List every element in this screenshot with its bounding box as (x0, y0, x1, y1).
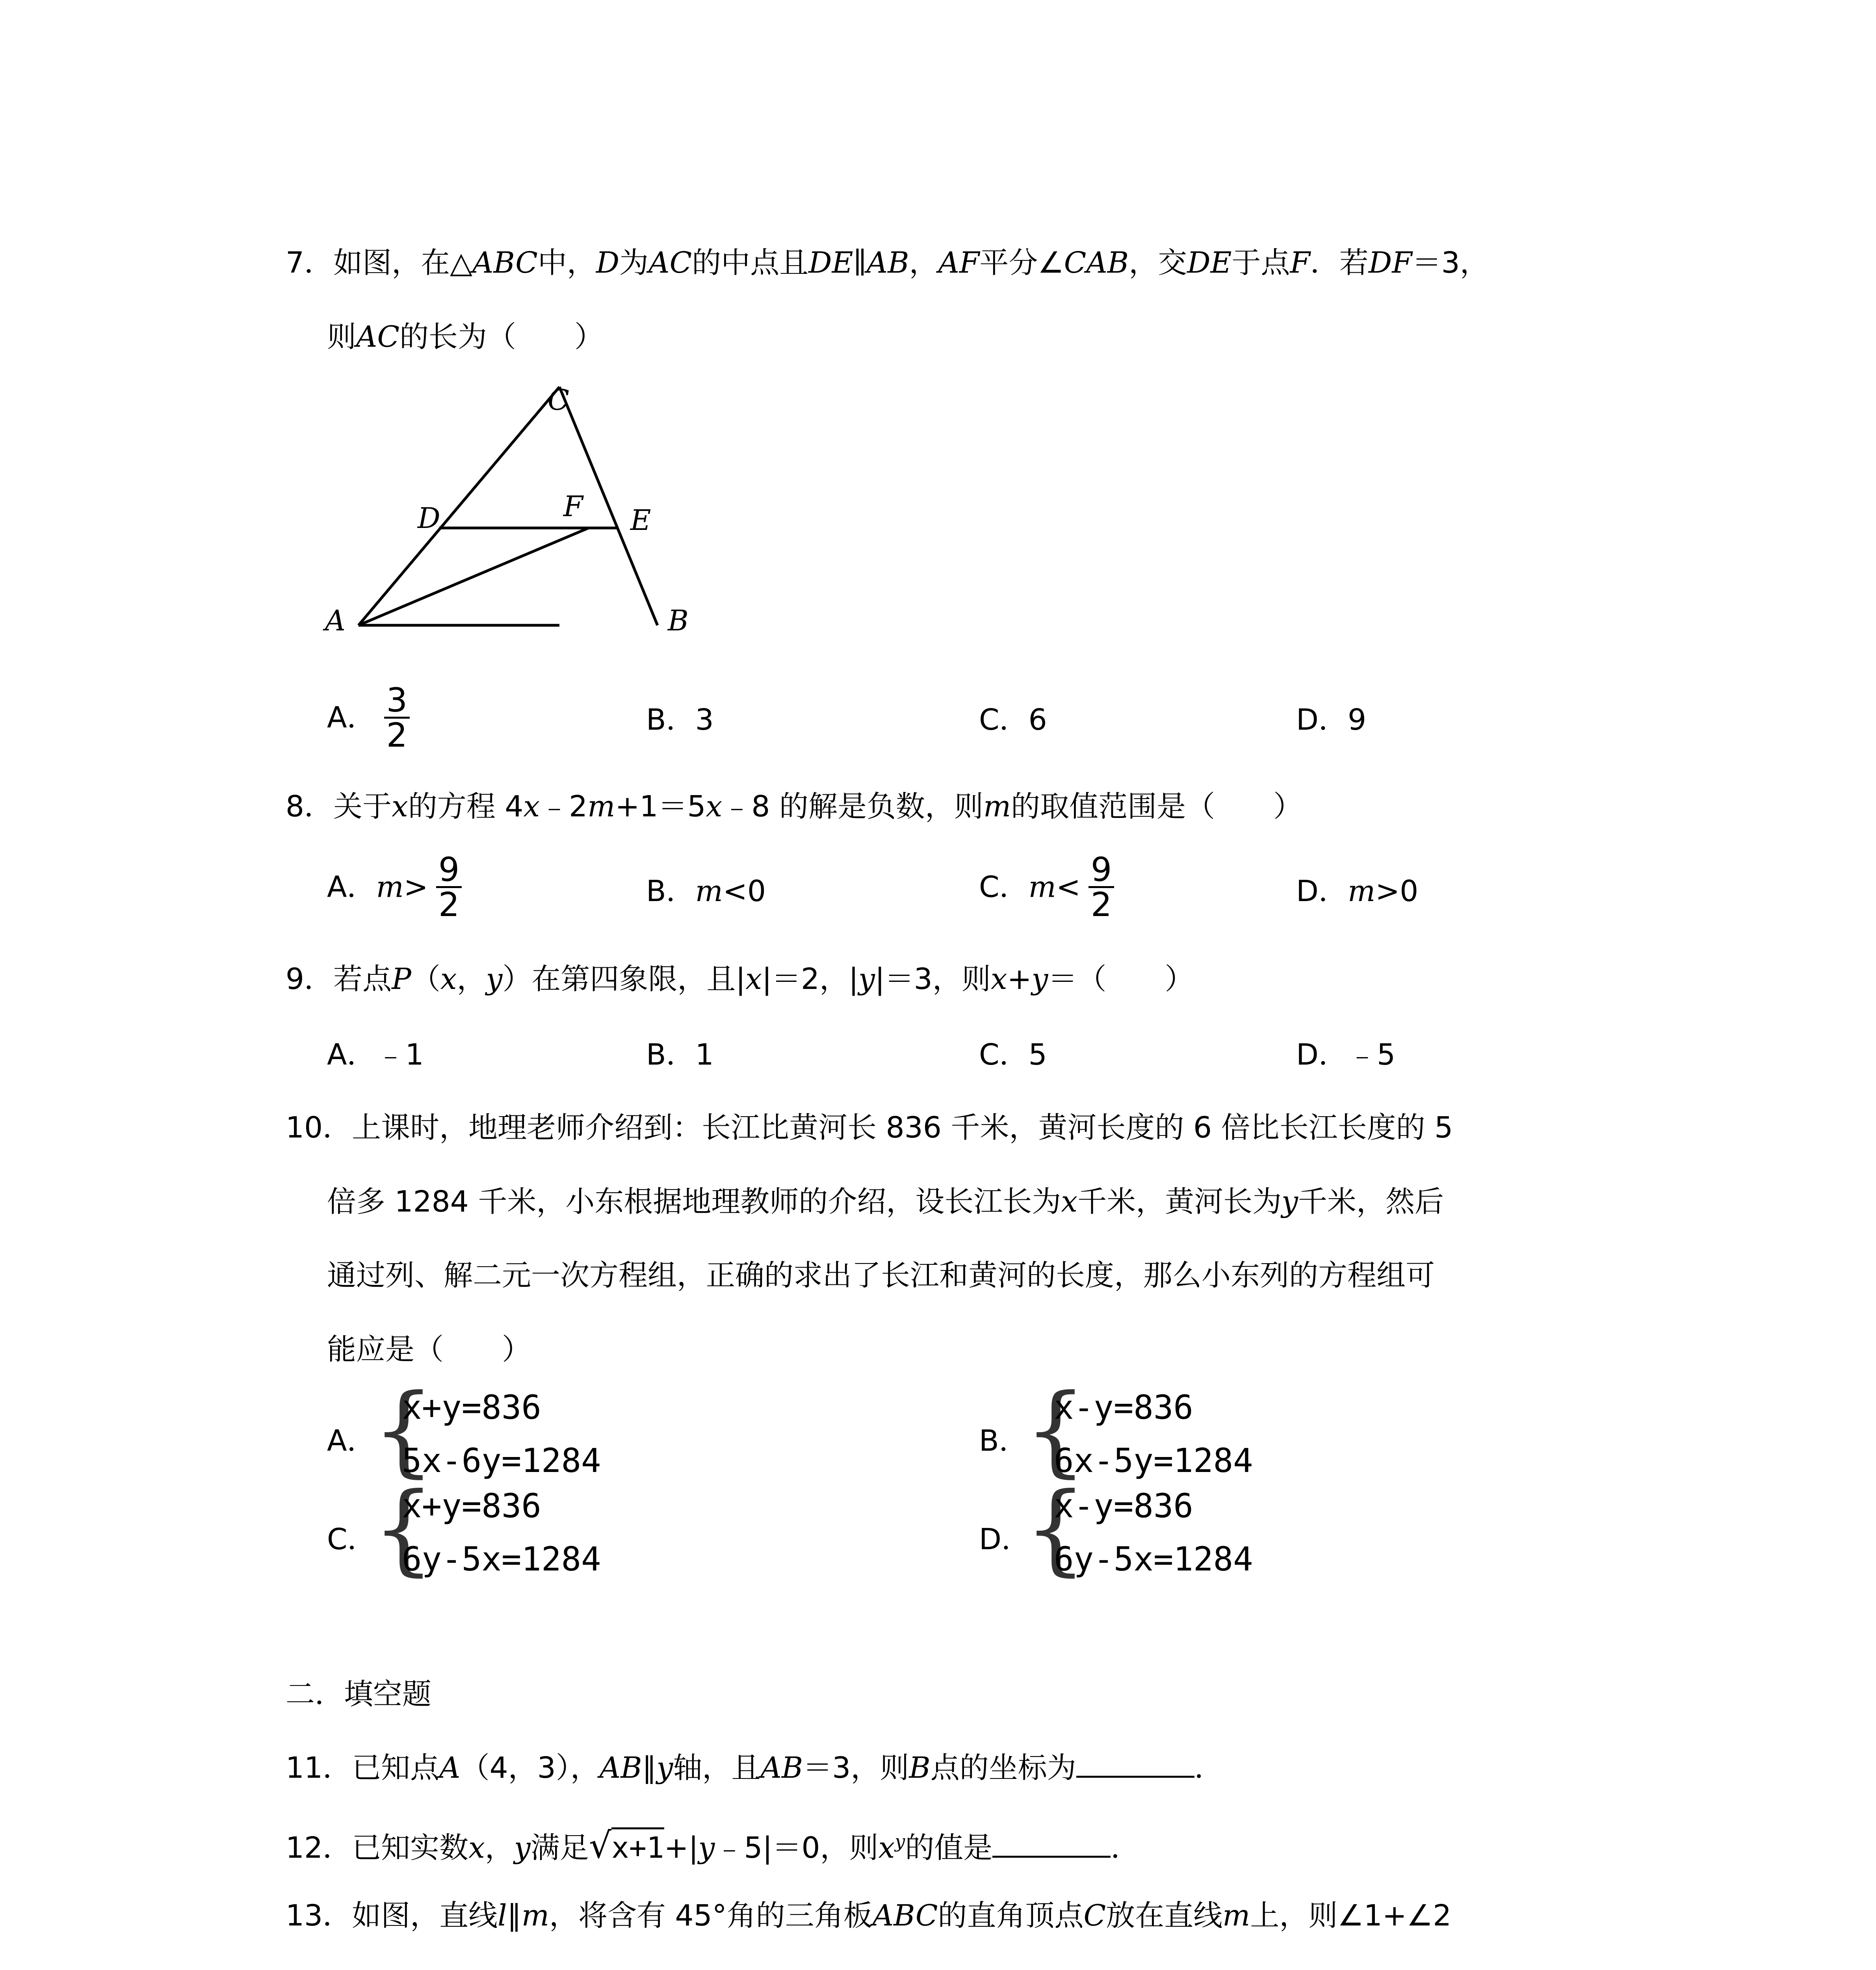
equation-1: x+y=836 (402, 1388, 542, 1427)
brace-icon: { (1024, 1471, 1087, 1586)
q8-stem (286, 792, 1302, 821)
label-a: A (325, 604, 345, 637)
option-var: m (1347, 874, 1376, 908)
q11-stem (286, 1751, 1224, 1785)
q11-text: ． (1194, 1751, 1224, 1785)
option-label: B． (646, 874, 695, 908)
q12-var: x (878, 1831, 895, 1865)
option-var: m (376, 870, 404, 904)
q11-text: 11．已知点 (286, 1751, 440, 1785)
equation-2: 6x-5y=1284 (1054, 1441, 1253, 1480)
option-var: m (695, 874, 723, 908)
q8-text: 的方程 4 (408, 790, 524, 823)
numerator: 3 (384, 684, 410, 719)
q8-var: x (523, 790, 540, 823)
q13-text: 13．如图，直线 (286, 1899, 498, 1933)
q10-text: 倍多 1284 千米，小东根据地理教师的介绍，设长江长为 (327, 1185, 1061, 1219)
q7-text: ．若 (1310, 246, 1369, 280)
brace-icon: { (372, 1373, 435, 1487)
q13-text: 放在直线 (1106, 1899, 1223, 1933)
q9-text: ， (457, 962, 486, 996)
radicand: x+1 (611, 1827, 664, 1865)
q9-option-a[interactable]: A．﹣1 (327, 1038, 424, 1072)
q12-text: ， (485, 1831, 514, 1865)
q7-line1 (286, 246, 1489, 280)
q13-var: m (1222, 1899, 1250, 1933)
option-label: D． (1296, 874, 1348, 908)
q12-var: y (514, 1831, 531, 1865)
sqrt-symbol: √ (589, 1825, 612, 1866)
q10-text: 千米，然后 (1298, 1185, 1444, 1219)
q8-option-d[interactable] (1296, 874, 1419, 908)
option-op: < (1056, 870, 1081, 904)
q7-line2 (327, 320, 604, 354)
fraction (436, 850, 462, 924)
q8-var: m (587, 790, 615, 823)
q7-text: ＝3， (1412, 246, 1489, 280)
q13-line1 (286, 1899, 1452, 1933)
q9-var: y (1031, 962, 1048, 996)
q13-var: C (1083, 1899, 1106, 1933)
q8-var: x (392, 790, 408, 823)
q13-text: ∥ (507, 1899, 522, 1933)
q11-text: 点的坐标为 (930, 1751, 1076, 1785)
q7-text: ， (909, 246, 938, 280)
q10-text: 千米，黄河长为 (1077, 1185, 1282, 1219)
q7-text: 中， (537, 246, 596, 280)
q11-var: AB (760, 1751, 803, 1785)
q10-line4: 能应是（ ） (327, 1333, 531, 1366)
q9-option-d[interactable]: D．﹣5 (1296, 1038, 1396, 1072)
q7-var: DE (1187, 246, 1232, 280)
q9-option-c[interactable]: C．5 (979, 1038, 1047, 1072)
option-label: C． (979, 870, 1029, 904)
fraction (1088, 850, 1114, 924)
q7-option-b[interactable]: B．3 (646, 703, 714, 737)
option-label: C． (327, 1522, 377, 1556)
q10-option-c[interactable] (327, 1471, 642, 1588)
answer-blank[interactable] (1076, 1774, 1194, 1778)
section-title: 二．填空题 (286, 1677, 431, 1711)
equation-2: 6y-5x=1284 (1054, 1540, 1253, 1578)
q7-option-a[interactable] (327, 681, 410, 755)
label-b: B (668, 604, 689, 637)
q10-line2 (327, 1185, 1444, 1219)
q7-var: DE∥AB (808, 246, 909, 280)
q7-text: ，交 (1129, 246, 1187, 280)
q13-var: l (498, 1899, 507, 1933)
label-d: D (418, 502, 440, 535)
q12-text: 12．已知实数 (286, 1831, 469, 1865)
denominator: 2 (438, 885, 460, 924)
q7-text: 的中点且 (692, 246, 809, 280)
q8-var: m (983, 790, 1011, 823)
fraction (384, 681, 410, 755)
option-label: D． (979, 1522, 1031, 1556)
q13-text: 的直角顶点 (938, 1899, 1084, 1933)
equation-1: x-y=836 (1054, 1487, 1194, 1525)
q11-text: （4，3）， (460, 1751, 600, 1785)
q12-stem (286, 1825, 1140, 1866)
q12-var: y (698, 1831, 715, 1865)
q8-text: 的取值范围是（ ） (1011, 790, 1303, 823)
q10-option-d[interactable] (979, 1471, 1294, 1588)
label-e: E (630, 504, 651, 537)
q12-text: ﹣5|＝0，则 (715, 1831, 879, 1865)
label-c: C (548, 386, 570, 416)
q7-var: DF (1368, 246, 1412, 280)
q12-text: 满足 (530, 1831, 589, 1865)
q8-var: x (706, 790, 723, 823)
q11-text: ＝3，则 (803, 1751, 909, 1785)
q9-var: x (990, 962, 1007, 996)
q7-var: D (596, 246, 620, 280)
q7-var: CAB (1064, 246, 1129, 280)
q7-var: F (1290, 246, 1310, 280)
q11-var: y (656, 1751, 673, 1785)
q13-text: 上，则∠1+∠2 (1250, 1899, 1452, 1933)
option-label: A． (327, 701, 376, 735)
denominator: 2 (386, 716, 408, 755)
q7-text: 为 (619, 246, 649, 280)
q11-text: 轴，且 (673, 1751, 761, 1785)
option-label: A． (327, 870, 376, 904)
q10-var: x (1061, 1185, 1078, 1219)
q8-text: 8．关于 (286, 790, 392, 823)
q8-option-a[interactable] (327, 850, 462, 924)
option-text: <0 (723, 874, 766, 908)
q9-text: ＝（ ） (1048, 962, 1194, 996)
equation-2: 5x-6y=1284 (402, 1441, 601, 1480)
q13-var: m (521, 1899, 550, 1933)
q8-option-c[interactable] (979, 850, 1114, 924)
equation-1: x-y=836 (1054, 1388, 1194, 1427)
q11-var: B (909, 1751, 931, 1785)
exponent: y (895, 1831, 905, 1852)
equation-2: 6y-5x=1284 (402, 1540, 601, 1578)
q7-text: 7．如图，在△ (286, 246, 472, 280)
option-text: >0 (1375, 874, 1419, 908)
segment-af (358, 528, 589, 625)
q12-var: x (468, 1831, 485, 1865)
q7-text: 则 (327, 320, 356, 354)
q10-line1: 10．上课时，地理老师介绍到：长江比黄河长 836 千米，黄河长度的 6 倍比长江长度的 5 (286, 1111, 1453, 1145)
q9-option-b[interactable]: B．1 (646, 1038, 714, 1072)
q9-var: x (745, 962, 762, 996)
answer-blank[interactable] (992, 1854, 1111, 1858)
equation-1: x+y=836 (402, 1487, 542, 1525)
q9-text: ）在第四象限，且| (502, 962, 746, 996)
q9-var: P (392, 962, 411, 996)
numerator: 9 (436, 853, 462, 888)
q7-text: 于点 (1231, 246, 1290, 280)
q10-var: y (1282, 1185, 1298, 1219)
q7-var: AC (648, 246, 692, 280)
q7-option-d[interactable]: D．9 (1296, 703, 1367, 737)
q7-var: AC (356, 320, 400, 354)
denominator: 2 (1090, 885, 1112, 924)
q7-text: 的长为（ ） (399, 320, 604, 354)
q9-var: y (858, 962, 875, 996)
q8-text: ﹣2 (540, 790, 588, 823)
numerator: 9 (1088, 853, 1114, 888)
q11-var: AB (599, 1751, 642, 1785)
option-op: > (403, 870, 428, 904)
q13-var: ABC (872, 1899, 938, 1933)
q9-text: |＝3，则 (875, 962, 991, 996)
q7-var: ABC (472, 246, 538, 280)
q12-text: 的值是 (905, 1831, 993, 1865)
option-label: A． (327, 1424, 376, 1458)
q7-option-c[interactable]: C．6 (979, 703, 1047, 737)
option-label: B． (979, 1424, 1028, 1458)
brace-icon: { (372, 1471, 435, 1586)
q8-option-b[interactable] (646, 874, 766, 908)
q12-text: ． (1111, 1831, 1140, 1865)
q9-text: （ (411, 962, 440, 996)
q8-text: +1＝5 (615, 790, 706, 823)
segment-ac (358, 387, 559, 625)
label-f: F (563, 490, 583, 523)
q9-var: y (486, 962, 503, 996)
q9-stem (286, 962, 1194, 996)
q7-var: AF (938, 246, 980, 280)
q9-text: + (1007, 962, 1032, 996)
q13-text: ，将含有 45°角的三角板 (549, 1899, 873, 1933)
q11-text: ∥ (642, 1751, 657, 1785)
q9-var: x (440, 962, 457, 996)
q9-text: |＝2，| (762, 962, 859, 996)
q8-text: ﹣8 的解是负数，则 (722, 790, 983, 823)
q12-text: +| (664, 1831, 698, 1865)
q10-line3: 通过列、解二元一次方程组，正确的求出了长江和黄河的长度，那么小东列的方程组可 (327, 1258, 1435, 1292)
q7-text: 平分∠ (979, 246, 1064, 280)
q7-triangle-figure (315, 386, 709, 654)
q11-var: A (439, 1751, 461, 1785)
brace-icon: { (1024, 1373, 1087, 1487)
option-var: m (1028, 870, 1056, 904)
q9-text: 9．若点 (286, 962, 392, 996)
